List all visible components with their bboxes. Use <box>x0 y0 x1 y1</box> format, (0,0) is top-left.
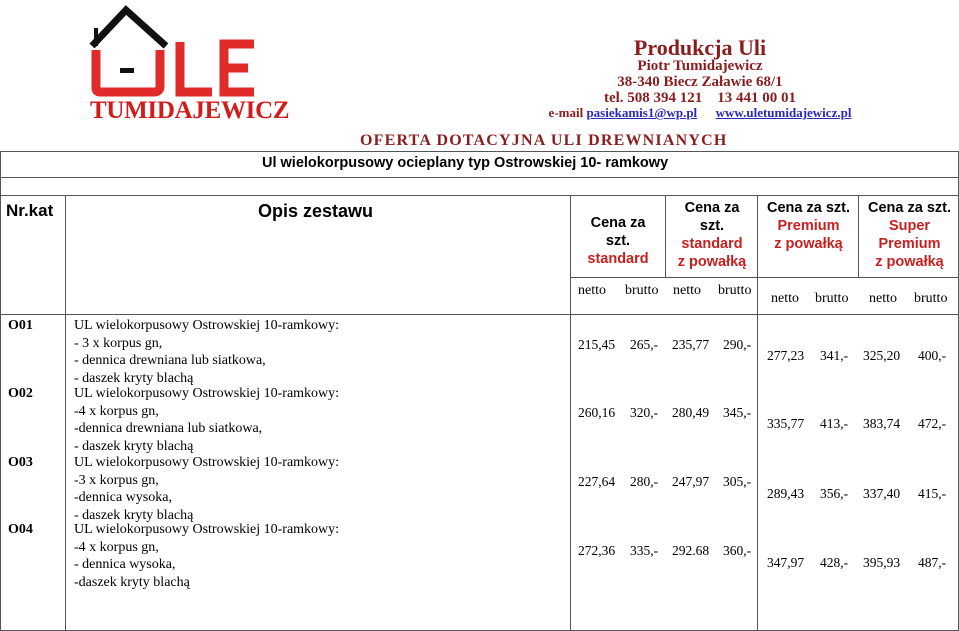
netto-label: netto <box>771 291 799 306</box>
price-super-netto: 325,20 <box>863 348 901 363</box>
website-link[interactable]: www.uletumidajewicz.pl <box>715 105 852 121</box>
price-super-brutto: 415,- <box>918 486 947 501</box>
row-description: UL wielokorpusowy Ostrowskiej 10-ramkowy: -3 x korpus gn, -dennica wysoka, - daszek kryty blachą <box>74 455 340 523</box>
price-super-brutto: 472,- <box>918 416 947 431</box>
price-header-standard-powalka: Cena za szt. standard z powałką <box>677 200 747 270</box>
phone-numbers: tel. 508 394 121 13 441 00 01 <box>603 89 797 106</box>
row-code: O04 <box>8 522 33 537</box>
table-divider <box>0 195 959 196</box>
price-prem-netto: 347,97 <box>767 555 805 570</box>
netto-label: netto <box>869 291 897 306</box>
table-divider <box>858 195 859 278</box>
price-pow-netto: 292.68 <box>672 543 710 558</box>
row-description: UL wielokorpusowy Ostrowskiej 10-ramkowy: - 3 x korpus gn, - dennica drewniana lub siatkowa, - daszek kryty blachą <box>74 318 340 386</box>
price-super-brutto: 400,- <box>918 348 947 363</box>
table-divider <box>0 177 959 178</box>
price-prem-brutto: 428,- <box>820 555 849 570</box>
company-info <box>470 36 930 120</box>
contact-line <box>470 106 930 120</box>
brutto-label: brutto <box>914 291 948 306</box>
price-std-netto: 260,16 <box>578 405 616 420</box>
table-subtitle: Ul wielokorpusowy ocieplany typ Ostrowskiej 10- ramkowy <box>262 155 669 171</box>
price-std-netto: 215,45 <box>578 337 616 352</box>
netto-label: netto <box>578 283 606 298</box>
price-pow-netto: 247,97 <box>672 474 710 489</box>
table-divider <box>665 195 666 278</box>
row-description: UL wielokorpusowy Ostrowskiej 10-ramkowy: -4 x korpus gn, - dennica wysoka, -daszek kryty blachą <box>74 522 340 590</box>
price-pow-netto: 235,77 <box>672 337 710 352</box>
logo-name: TUMIDAJEWICZ <box>90 97 290 124</box>
table-divider <box>570 277 959 278</box>
netto-label: netto <box>673 283 701 298</box>
price-super-brutto: 487,- <box>918 555 947 570</box>
price-pow-netto: 280,49 <box>672 405 710 420</box>
price-pow-brutto: 345,- <box>723 405 752 420</box>
table-divider <box>65 195 66 631</box>
brutto-label: brutto <box>815 291 849 306</box>
column-header-description: Opis zestawu <box>258 201 374 221</box>
price-prem-brutto: 356,- <box>820 486 849 501</box>
price-pow-brutto: 360,- <box>723 543 752 558</box>
brutto-label: brutto <box>625 283 659 298</box>
price-pow-brutto: 305,- <box>723 474 752 489</box>
brutto-label: brutto <box>718 283 752 298</box>
table-divider <box>570 195 571 631</box>
table-divider <box>0 314 959 315</box>
email-link[interactable]: pasiekamis1@wp.pl <box>586 105 698 121</box>
company-logo <box>84 4 290 124</box>
row-code: O03 <box>8 455 33 470</box>
email-label: e-mail <box>548 105 584 121</box>
price-header-super-premium: Cena za szt. Super Premium z powałką <box>868 200 951 270</box>
price-header-standard: Cena za szt. standard <box>587 215 649 267</box>
column-header-nr: Nr.kat <box>6 201 54 220</box>
price-prem-netto: 335,77 <box>767 416 805 431</box>
offer-title: OFERTA DOTACYJNA ULI DREWNIANYCH <box>360 132 728 149</box>
row-code: O01 <box>8 318 33 333</box>
company-title: Produkcja Uli <box>633 35 767 60</box>
price-prem-netto: 277,23 <box>767 348 805 363</box>
address: 38-340 Biecz Załawie 68/1 <box>617 73 783 90</box>
price-std-brutto: 320,- <box>630 405 659 420</box>
price-std-brutto: 335,- <box>630 543 659 558</box>
table-divider <box>757 195 758 631</box>
price-std-brutto: 265,- <box>630 337 659 352</box>
price-super-netto: 383,74 <box>863 416 901 431</box>
row-code: O02 <box>8 386 33 401</box>
price-prem-brutto: 413,- <box>820 416 849 431</box>
price-header-premium: Cena za szt. Premium z powałką <box>767 200 850 252</box>
price-prem-netto: 289,43 <box>767 486 805 501</box>
owner-name: Piotr Tumidajewicz <box>637 58 763 75</box>
row-description: UL wielokorpusowy Ostrowskiej 10-ramkowy: -4 x korpus gn, -dennica drewniana lub siatkowa, - daszek kryty blachą <box>74 386 340 454</box>
price-super-netto: 395,93 <box>863 555 901 570</box>
price-super-netto: 337,40 <box>863 486 901 501</box>
house-logo-icon <box>84 4 284 104</box>
price-std-netto: 272,36 <box>578 543 616 558</box>
price-prem-brutto: 341,- <box>820 348 849 363</box>
price-std-brutto: 280,- <box>630 474 659 489</box>
price-pow-brutto: 290,- <box>723 337 752 352</box>
price-std-netto: 227,64 <box>578 474 616 489</box>
